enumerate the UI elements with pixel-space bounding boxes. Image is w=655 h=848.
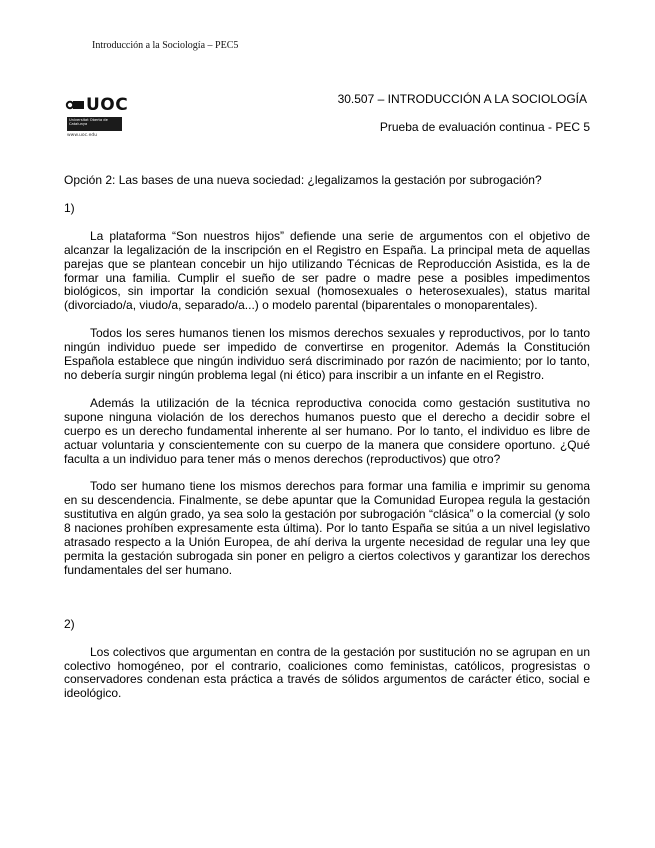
paragraph: Todos los seres humanos tienen los mismos derechos sexuales y reproductivos, por lo tanto ningún individuo puede ser impedido de convertirse en progenitor. Además la Constitución Española establece que ningún individuo será discriminado por razón de nacimiento; por lo tanto, no debería surgir ningún problema legal (ni ético) para inscribir a un infante en el Registro.: [64, 326, 590, 382]
course-subtitle: Prueba de evaluación continua - PEC 5: [379, 120, 590, 134]
document-body: [64, 174, 590, 701]
logo-url: www.uoc.edu: [67, 133, 98, 138]
paragraph: Todo ser humano tiene los mismos derechos para formar una familia e imprimir su genoma en su descendencia. Finalmente, se debe apuntar que la Comunidad Europea regula la gestación sustitutiva en algún grado, ya sea solo la gestación por subrogación “clásica” o la comercial (y solo 8 naciones prohíben expresamente esta última). Por lo tanto España se sitúa a un nivel legislativo atrasado respecto a la Unión Europea, de ahí deriva la urgente necesidad de regular una ley que permita la gestación subrogada sin poner en peligro a ciertos colectivos y garantizar los derechos fundamentales del ser humano.: [64, 479, 590, 577]
paragraph: Además la utilización de la técnica reproductiva conocida como gestación sustitutiva no supone ninguna violación de los derechos humanos puesto que el derecho a decidir sobre el cuerpo es un derecho fundamental inherente al ser humano. Por lo tanto, el individuo es libre de actuar voluntaria y conscientemente con su cuerpo de la manera que considere oportuno. ¿Qué faculta a un individuo para tener más o menos derechos (reproductivos) que otro?: [64, 395, 590, 466]
option-title: Opción 2: Las bases de una nueva sociedad: ¿legalizamos la gestación por subrogación?: [64, 173, 542, 187]
logo-wordmark: UOC: [86, 95, 129, 115]
logo-tagline: Universitat Oberta de Catalunya: [67, 117, 122, 131]
section-number: 2): [64, 616, 75, 631]
paragraph: La plataforma “Son nuestros hijos” defiende una serie de argumentos con el objetivo de alcanzar la legalización de la inscripción en el Registro en España. La principal meta de aquellas parejas que se plantean concebir un hijo utilizando Técnicas de Reproducción Asistida, es la de formar una familia. Cumplir el sueño de ser padre o madre pese a posibles impedimentos biológicos, sin importar la condición sexual (homosexuales o heterosexuales), status marital (divorciado/a, viudo/a, separado/a...) o modelo parental (biparentales o monoparentales).: [64, 228, 590, 313]
paragraph: Los colectivos que argumentan en contra de la gestación por sustitución no se agrupan en un colectivo homogéneo, por el contrario, coaliciones como feministas, católicos, progresistas o conservadores condenan esta práctica a través de sólidos argumentos de carácter ético, social e ideológico.: [64, 644, 590, 701]
running-header: Introducción a la Sociología – PEC5: [92, 40, 239, 51]
course-title: 30.507 – INTRODUCCIÓN A LA SOCIOLOGÍA: [337, 92, 587, 106]
uoc-logo: [64, 96, 134, 142]
section-number: 1): [64, 200, 75, 215]
